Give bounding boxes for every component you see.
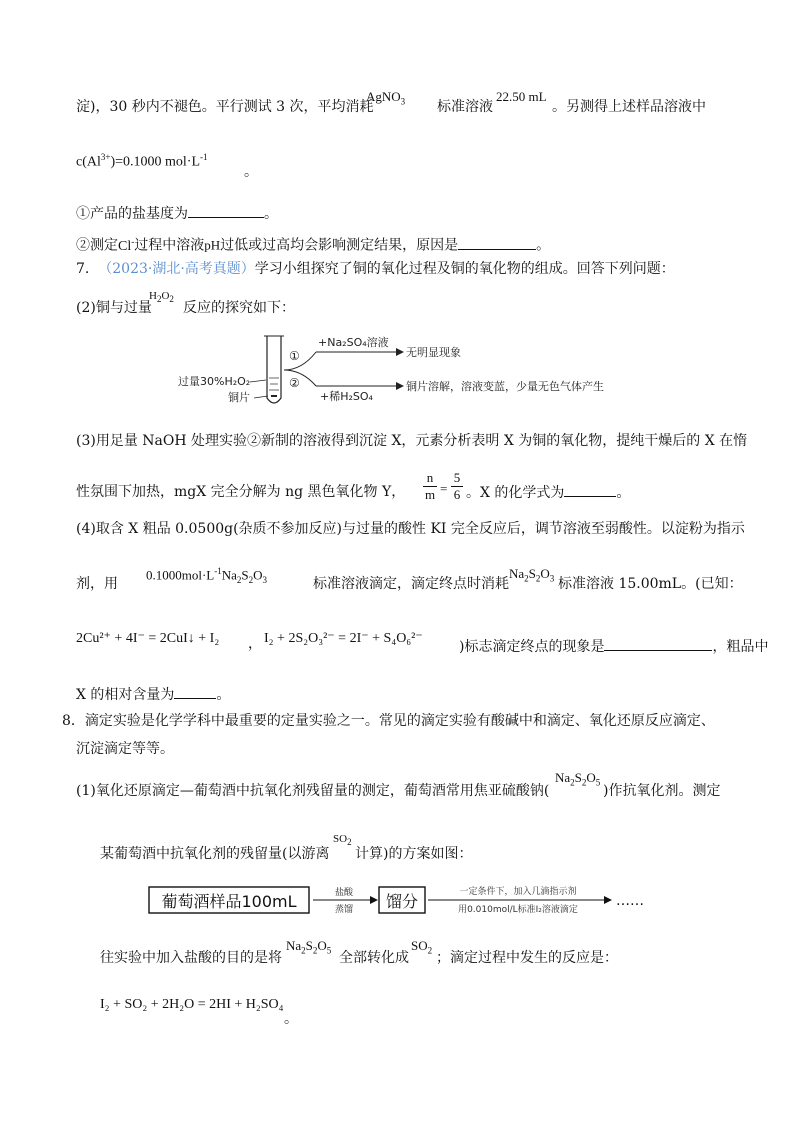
part-4-line-2: 剂，用 xyxy=(76,576,118,592)
reagent-2: +稀H₂SO₄ xyxy=(320,390,373,403)
q8-part-2-end: ；滴定过程中发生的反应是： xyxy=(436,950,618,966)
q8-part-1-end: )作抗氧化剂。测定 xyxy=(603,783,721,799)
formula-concentration: $0.1000mol\cdot L^{-1}Na_2S_2O_3$ xyxy=(146,566,268,585)
flow-box-distillate-label: 馏分 xyxy=(385,892,419,911)
formula-na2s2o5-2: $Na_2S_2O_5$ xyxy=(286,938,332,956)
reagent-1: +Na₂SO₄溶液 xyxy=(318,336,389,349)
period-mark: 。 xyxy=(244,164,258,180)
part-2-line: (2)铜与过量 xyxy=(76,300,152,316)
question-8-line-2: 沉淀滴定等等。 xyxy=(76,741,174,757)
final-equation: I₂ + SO₂ + 2H₂O = 2HI + H₂SO₄ xyxy=(100,997,284,1012)
result-1: 无明显现象 xyxy=(406,346,461,359)
answer-blank[interactable] xyxy=(174,684,216,699)
q8-part-1-line-1: (1)氧化还原滴定—葡萄酒中抗氧化剂残留量的测定，葡萄酒常用焦亚硫酸钠( xyxy=(76,783,550,799)
formula-h2o2: $H_2O_2$ xyxy=(149,290,174,305)
formula-na2s2o3: $Na_2S_2O_3$ xyxy=(509,566,555,584)
answer-blank[interactable] xyxy=(188,203,264,218)
q8-part-1-line-2: 某葡萄酒中抗氧化剂的残留量(以游离 xyxy=(100,846,330,862)
answer-blank[interactable] xyxy=(564,482,616,497)
volume-value: 22.50 mL xyxy=(496,89,547,104)
path-2-label: ② xyxy=(289,376,300,390)
part-4-line-4: X 的相对含量为 。 xyxy=(76,684,230,705)
equation-1: 2Cu²⁺ + 4I⁻ = 2CuI↓ + I₂ xyxy=(76,631,220,646)
formula-al-concentration: $c(Al^{3+})=0.1000$ $mol\cdot L^{-1}$ xyxy=(76,152,208,170)
text-sample-solution: 。另测得上述样品溶液中 xyxy=(552,99,706,115)
fraction-5-over-6: 5 6 xyxy=(451,470,463,503)
text-standard-solution: 标准溶液 xyxy=(437,99,493,115)
answer-blank[interactable] xyxy=(604,636,712,651)
answer-blank[interactable] xyxy=(458,235,536,250)
test-tube-icon xyxy=(264,336,284,403)
flow-ellipsis: …… xyxy=(616,893,644,909)
equals-sign: = xyxy=(440,481,448,496)
formula-na2s2o5: $Na_2S_2O_5$ xyxy=(555,770,601,788)
q8-part-2-text: 全部转化成 xyxy=(339,950,409,966)
final-period: 。 xyxy=(284,1011,298,1027)
q8-part-2-line: 往实验中加入盐酸的目的是将 xyxy=(100,950,282,966)
question-2: ②测定Cl-过程中溶液pH过低或过高均会影响测定结果，原因是 。 xyxy=(76,236,551,254)
part-4-text-end: 标准溶液 15.00mL。(已知： xyxy=(558,576,743,592)
flow-arrow-1-bottom: 蒸馏 xyxy=(334,905,354,915)
flow-arrow-1-top: 盐酸 xyxy=(334,888,354,898)
question-8-line-1: 8．滴定实验是化学学科中最重要的定量实验之一。常见的滴定实验有酸碱中和滴定、氧化还原反应滴定、 xyxy=(62,713,715,729)
label-h2o2: 过量30%H₂O₂ xyxy=(178,375,251,388)
part-2-line-end: 反应的探究如下： xyxy=(183,300,295,316)
q8-part-1-line-2-end: 计算)的方案如图： xyxy=(355,846,473,862)
procedure-flowchart xyxy=(148,880,668,920)
formula-so2: $SO_2$ xyxy=(333,833,352,848)
result-2: 铜片溶解，溶液变蓝，少量无色气体产生 xyxy=(406,380,604,393)
question-7-stem: 7. （2023·湖北·高考真题）学习小组探究了铜的氧化过程及铜的氧化物的组成。回答下列问题： xyxy=(76,261,675,277)
part-4-line-1: (4)取含 X 粗品 0.0500g(杂质不参加反应)与过量的酸性 KI 完全反应后，调节溶液至弱酸性。以淀粉为指示 xyxy=(76,521,745,537)
formula-so2-2: $SO_2$ xyxy=(411,938,433,956)
formula-agno3: AgNO$_3$ xyxy=(366,89,406,107)
question-1: ①产品的盐基度为 。 xyxy=(76,203,278,224)
fraction-n-over-m: n m xyxy=(424,470,436,502)
flow-box-sample-label: 葡萄酒样品100mL xyxy=(161,892,297,911)
part-4-line-3: )标志滴定终点的现象是 ，粗品中 xyxy=(459,636,768,657)
part-4-text: 标准溶液滴定，滴定终点时消耗 xyxy=(313,576,509,592)
path-1-label: ① xyxy=(289,349,300,363)
flow-arrow-2-top: 一定条件下，加入几滴指示剂 xyxy=(459,887,577,897)
separator: ， xyxy=(248,636,262,652)
source-tag[interactable]: （2023·湖北·高考真题） xyxy=(98,261,255,277)
experiment-diagram xyxy=(170,330,650,412)
flow-arrow-2-bottom: 用0.010mol/L标准I₂溶液滴定 xyxy=(458,905,578,915)
equation-2: I₂ + 2S₂O₃²⁻ = 2I⁻ + S₄O₆²⁻ xyxy=(264,631,423,646)
part-3-line-1: (3)用足量 NaOH 处理实验②新制的溶液得到沉淀 X，元素分析表明 X 为铜的氧化物，提纯干燥后的 X 在惰 xyxy=(76,433,748,449)
part-3-line-2: 性氛围下加热，mgX 完全分解为 ng 黑色氧化物 Y， xyxy=(76,484,406,500)
label-copper: 铜片 xyxy=(228,391,250,404)
paragraph-line: 淀)，30 秒内不褪色。平行测试 3 次，平均消耗 xyxy=(76,99,374,115)
part-3-answer: 。X 的化学式为 。 xyxy=(466,482,630,503)
